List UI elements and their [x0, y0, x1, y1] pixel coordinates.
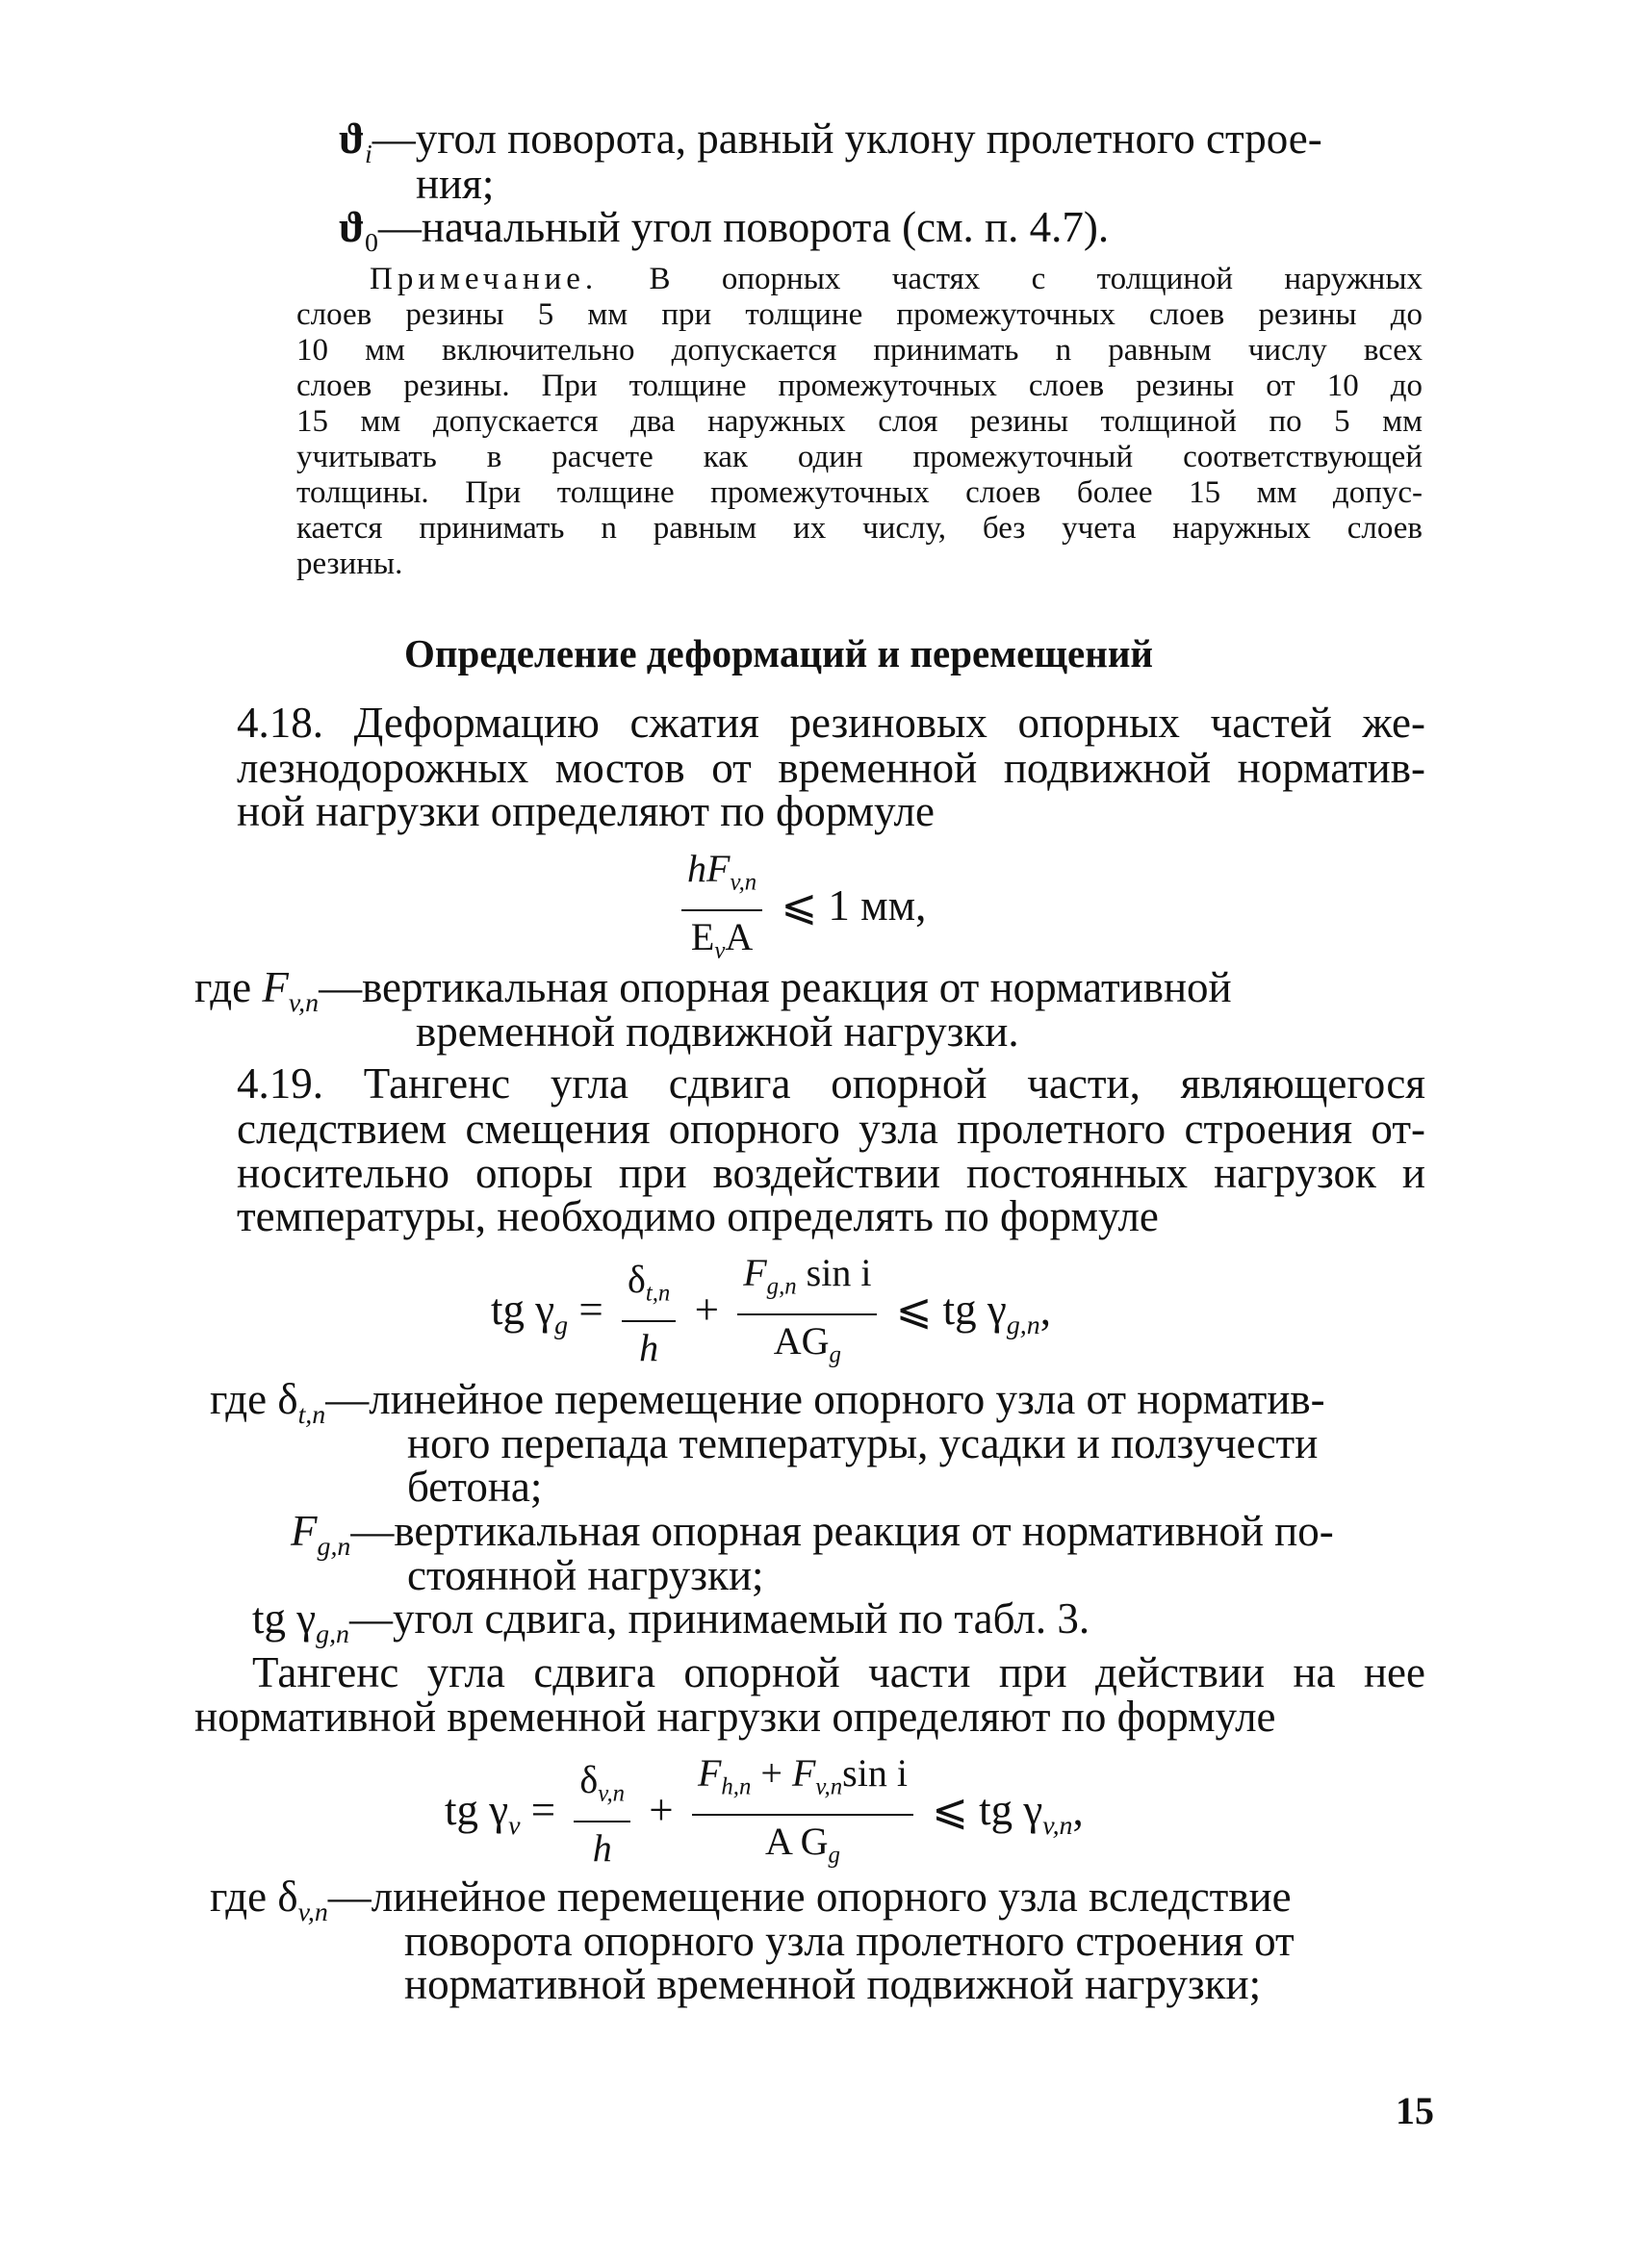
p419-where-1-line-2: ного перепада температуры, усадки и ползучести — [407, 1419, 1319, 1467]
note-line-3: 10 мм включительно допускается принимать n равным числу всех — [296, 333, 1423, 368]
note-line-5: 15 мм допускается два наружных слоя резины толщиной по 5 мм — [296, 404, 1423, 439]
note-line-9: резины. — [296, 547, 403, 581]
formula-tgv: tg $\gamma_v$ = $\frac{\delta_{v,n}}{h}$ + $\frac{F_{h,n} + F_{v,n}\sin i}{A G_g}$ ⩽ tg $\gamma_{v,n}$, — [445, 1751, 1084, 1877]
section-heading: Определение деформаций и перемещений — [404, 631, 1154, 675]
ptv-where-line-3: нормативной временной подвижной нагрузки; — [404, 1960, 1262, 2008]
fraction-1: $\frac{\delta_{t,n}}{h}$ — [622, 1258, 676, 1370]
ptv-where-line-1: где $\delta_{v,n}—линейное$ перемещение опорного узла вследствие — [210, 1873, 1292, 1927]
p419-line-3: носительно опоры при воздействии постоянных нагрузок и — [237, 1149, 1425, 1197]
p418-where-1: где $F_{v,n}—вертикальная$ опорная реакция от нормативной — [194, 963, 1232, 1018]
p418-where-2: временной подвижной нагрузки. — [416, 1007, 1019, 1056]
p418-line-3: ной нагрузки определяют по формуле — [237, 787, 935, 835]
ptv-line-2: нормативной временной нагрузки определяют по формуле — [194, 1693, 1276, 1741]
note-line-8: кается принимать n равным их числу, без учета наружных слоев — [296, 511, 1423, 546]
fraction: $\frac{hF_{v,n}}{E_vA}$ — [681, 847, 762, 973]
fraction-2: $\frac{F_{g,n} \sin i}{AG_g}$ — [737, 1251, 877, 1377]
p419-line-2: следствием смещения опорного узла пролетного строения от- — [237, 1105, 1425, 1153]
def-theta-0: $ϑ_0—начальный$ угол поворота (см. п. 4.7). — [339, 203, 1110, 258]
p419-line-4: температуры, необходимо определять по формуле — [237, 1192, 1159, 1240]
formula-419: tg $\gamma_g$ = $\frac{\delta_{t,n}}{h}$ + $\frac{F_{g,n} \sin i}{AG_g}$ ⩽ tg $\gamma_{g,n}$, — [491, 1251, 1051, 1377]
note-line-2: слоев резины 5 мм при толщине промежуточных слоев резины до — [296, 297, 1423, 332]
def-theta-i: $ϑ_i—угол$ поворота, равный уклону пролетного строе- — [339, 115, 1322, 169]
def-theta-i-cont: ния; — [416, 160, 495, 208]
note-line-6: учитывать в расчете как один промежуточный соответствующей — [296, 440, 1423, 474]
note-line-7: толщины. При толщине промежуточных слоев более 15 мм допус- — [296, 475, 1423, 510]
p419-where-2-line-1: $F_{g,n}—вертикальная$ опорная реакция от нормативной по- — [291, 1507, 1334, 1562]
p419-where-2-line-2: стоянной нагрузки; — [407, 1551, 764, 1599]
p419-line-1: 4.19. Тангенс угла сдвига опорной части, являющегося — [237, 1059, 1425, 1108]
p419-where-1-line-1: где $\delta_{t,n}—линейное$ перемещение опорного узла от норматив- — [210, 1375, 1325, 1430]
p418-line-1: 4.18. Деформацию сжатия резиновых опорных частей же- — [237, 699, 1425, 747]
page-number: 15 — [1396, 2089, 1434, 2132]
fraction-2: $\frac{F_{h,n} + F_{v,n}\sin i}{A G_g}$ — [692, 1751, 913, 1877]
p419-where-1-line-3: бетона; — [407, 1463, 543, 1511]
p419-where-3-line-1: tg $\gamma_{g,n}—угол$ сдвига, принимаемый по табл. 3. — [252, 1594, 1090, 1649]
note-line-1: Примечание. В опорных частях с толщиной наружных — [370, 262, 1423, 296]
note-line-4: слоев резины. При толщине промежуточных слоев резины от 10 до — [296, 369, 1423, 403]
p418-line-2: лезнодорожных мостов от временной подвижной норматив- — [237, 744, 1425, 792]
formula-418: $\frac{hF_{v,n}}{E_vA}$ ⩽ 1 мм, — [674, 847, 926, 973]
note-block — [296, 262, 1423, 582]
ptv-line-1: Тангенс угла сдвига опорной части при действии на нее — [252, 1648, 1425, 1696]
fraction-1: $\frac{\delta_{v,n}}{h}$ — [574, 1758, 630, 1871]
ptv-where-line-2: поворота опорного узла пролетного строения от — [404, 1917, 1295, 1965]
